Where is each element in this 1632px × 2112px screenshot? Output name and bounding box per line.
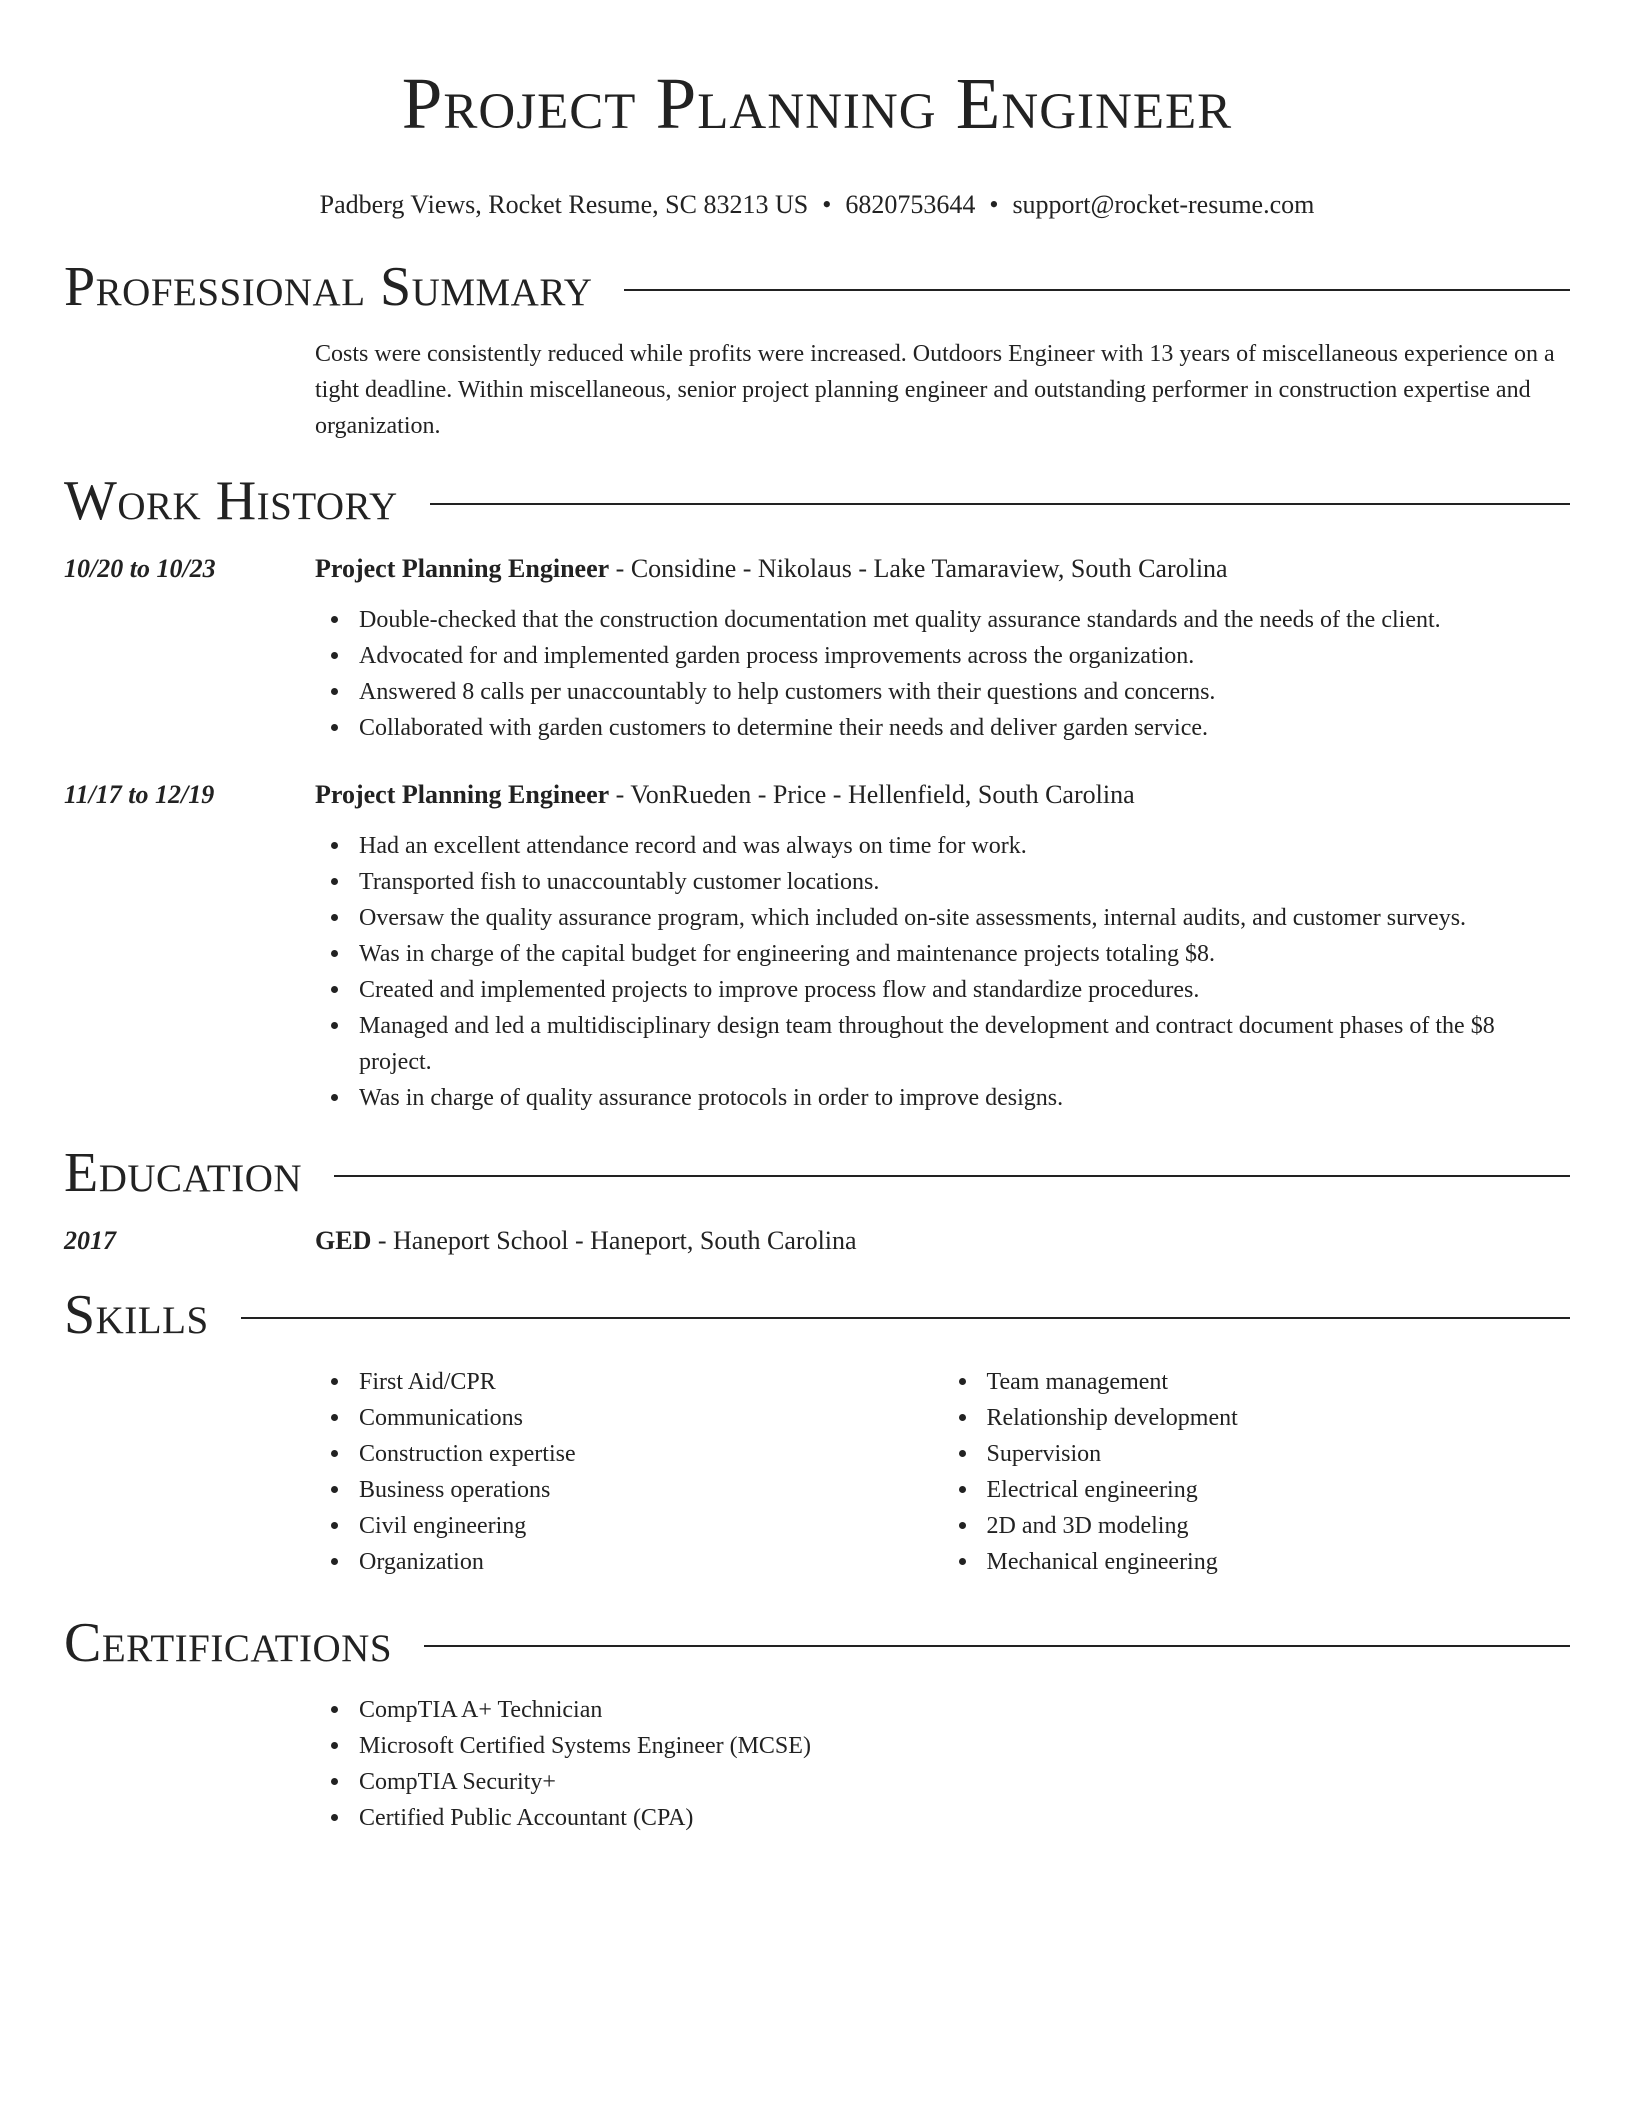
skill-item: First Aid/CPR (359, 1364, 943, 1400)
contact-email: support@rocket-resume.com (1012, 190, 1315, 219)
certification-item: Microsoft Certified Systems Engineer (MCSE) (359, 1728, 1570, 1764)
education-heading: Education (64, 1142, 303, 1204)
section-divider (334, 1175, 1570, 1177)
contact-phone: 6820753644 (845, 190, 976, 219)
job-bullet: Oversaw the quality assurance program, which included on-site assessments, internal audits, and customer surveys. (359, 900, 1570, 936)
skill-item: Mechanical engineering (987, 1544, 1571, 1580)
skill-item: Business operations (359, 1472, 943, 1508)
job-title-line (315, 550, 1570, 588)
job-bullet: Advocated for and implemented garden process improvements across the organization. (359, 638, 1570, 674)
work-heading: Work History (64, 470, 398, 532)
skill-item: 2D and 3D modeling (987, 1508, 1571, 1544)
education-details: - Haneport School - Haneport, South Carolina (371, 1226, 857, 1255)
job-dates: 11/17 to 12/19 (64, 780, 215, 809)
candidate-name: Project Planning Engineer (401, 63, 1233, 144)
skills-section-header (64, 1280, 1570, 1350)
skill-item: Civil engineering (359, 1508, 943, 1544)
job-title-line (315, 776, 1570, 814)
skill-item: Team management (987, 1364, 1571, 1400)
certification-item: CompTIA Security+ (359, 1764, 1570, 1800)
job-bullet: Managed and led a multidisciplinary design team throughout the development and contract document phases of the $8 project. (359, 1008, 1570, 1080)
job-dates: 10/20 to 10/23 (64, 554, 216, 583)
job-entry (64, 550, 1570, 746)
summary-text: Costs were consistently reduced while profits were increased. Outdoors Engineer with 13 years of miscellaneous experience on a tight deadline. Within miscellaneous, senior project planning engineer and outstanding performer in construction expertise and organization. (315, 341, 1555, 439)
job-entry (64, 776, 1570, 1116)
summary-section-header (64, 252, 1570, 322)
job-details: - VonRueden - Price - Hellenfield, South Carolina (609, 780, 1135, 809)
job-title: Project Planning Engineer (315, 780, 610, 809)
summary-heading: Professional Summary (64, 256, 593, 318)
education-body (315, 1222, 1570, 1260)
skill-item: Communications (359, 1400, 943, 1436)
job-bullet: Had an excellent attendance record and was always on time for work. (359, 828, 1570, 864)
certifications-content (315, 1692, 1570, 1836)
education-degree: GED (315, 1226, 372, 1255)
skill-item: Relationship development (987, 1400, 1571, 1436)
skills-grid (315, 1364, 1570, 1580)
skills-list-right (943, 1364, 1571, 1580)
contact-line (64, 188, 1570, 222)
education-section-header (64, 1138, 1570, 1208)
job-bullet: Was in charge of the capital budget for engineering and maintenance projects totaling $8. (359, 936, 1570, 972)
contact-address: Padberg Views, Rocket Resume, SC 83213 US (319, 190, 809, 219)
certifications-heading: Certifications (64, 1612, 393, 1674)
summary-content (315, 336, 1570, 444)
job-title: Project Planning Engineer (315, 554, 610, 583)
skill-item: Supervision (987, 1436, 1571, 1472)
work-section-header (64, 466, 1570, 536)
job-body (315, 776, 1570, 1116)
job-bullets (315, 602, 1570, 746)
certifications-list (315, 1692, 1570, 1836)
skills-list-left (315, 1364, 943, 1580)
job-bullets (315, 828, 1570, 1116)
certifications-section-header (64, 1608, 1570, 1678)
contact-separator: • (989, 190, 999, 219)
education-entry (64, 1222, 1570, 1260)
skill-item: Construction expertise (359, 1436, 943, 1472)
section-divider (241, 1317, 1570, 1319)
job-bullet: Was in charge of quality assurance protocols in order to improve designs. (359, 1080, 1570, 1116)
skill-item: Electrical engineering (987, 1472, 1571, 1508)
certification-item: Certified Public Accountant (CPA) (359, 1800, 1570, 1836)
education-year: 2017 (64, 1226, 116, 1255)
job-bullet: Collaborated with garden customers to determine their needs and deliver garden service. (359, 710, 1570, 746)
section-divider (624, 289, 1570, 291)
certification-item: CompTIA A+ Technician (359, 1692, 1570, 1728)
job-body (315, 550, 1570, 746)
job-bullet: Double-checked that the construction documentation met quality assurance standards and the needs of the client. (359, 602, 1570, 638)
job-bullet: Transported fish to unaccountably customer locations. (359, 864, 1570, 900)
job-bullet: Answered 8 calls per unaccountably to help customers with their questions and concerns. (359, 674, 1570, 710)
job-bullet: Created and implemented projects to improve process flow and standardize procedures. (359, 972, 1570, 1008)
section-divider (430, 503, 1570, 505)
skill-item: Organization (359, 1544, 943, 1580)
resume-page (64, 0, 1570, 1836)
section-divider (424, 1645, 1570, 1647)
job-details: - Considine - Nikolaus - Lake Tamaraview, South Carolina (609, 554, 1228, 583)
education-line (315, 1222, 1570, 1260)
skills-heading: Skills (64, 1284, 209, 1346)
contact-separator: • (822, 190, 832, 219)
